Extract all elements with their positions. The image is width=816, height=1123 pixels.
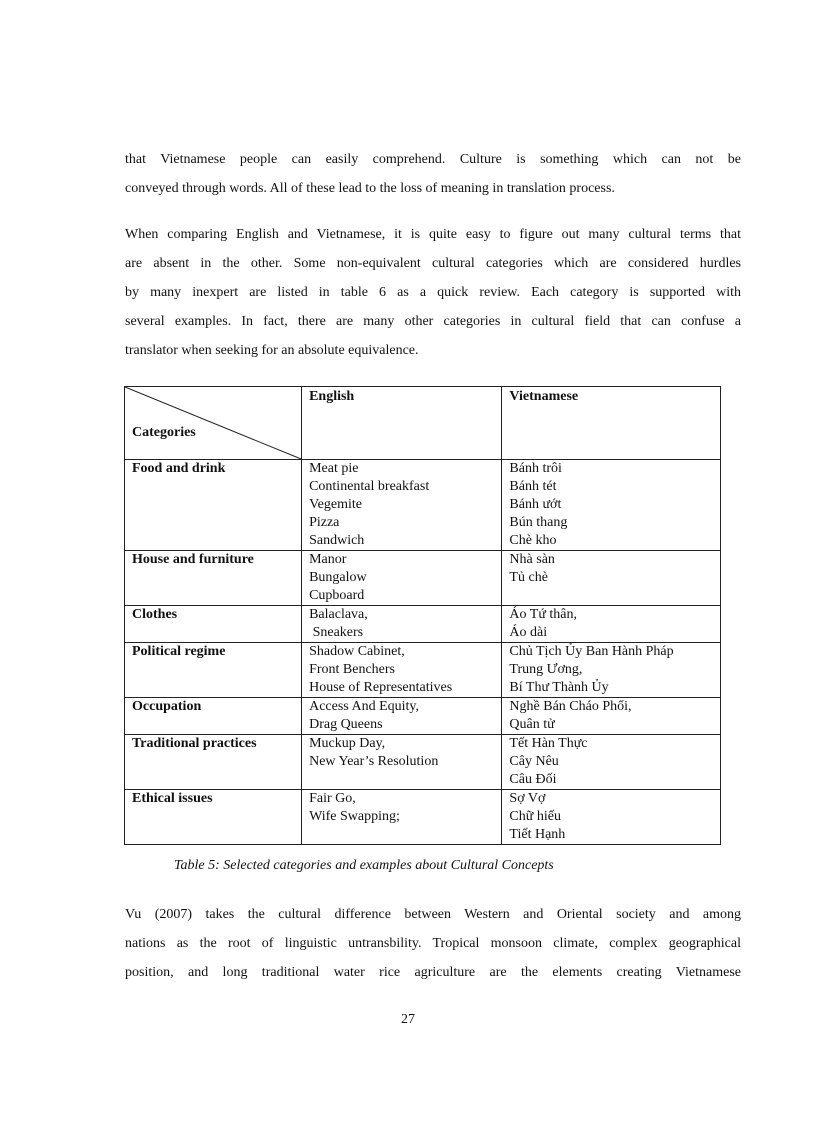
vietnamese-examples-cell <box>502 606 721 643</box>
vietnamese-examples-cell <box>502 460 721 551</box>
text-line: When comparing English and Vietnamese, it is quite easy to figure out many cultural terms that <box>125 227 741 242</box>
page-number: 27 <box>401 1012 415 1027</box>
header-categories-cell <box>125 387 302 460</box>
vietnamese-example: Tủ chè <box>509 570 548 585</box>
vietnamese-example: Nghề Bán Cháo Phổi, <box>509 699 632 714</box>
english-examples-cell <box>302 643 502 698</box>
vietnamese-example: Bí Thư Thành Ủy <box>509 680 609 695</box>
table-row <box>125 790 721 845</box>
paragraph-comparison <box>125 220 741 365</box>
english-example: Drag Queens <box>309 717 383 732</box>
text-line: that Vietnamese people can easily comprehend. Culture is something which can not be <box>125 152 741 167</box>
category-cell: Food and drink <box>125 460 302 551</box>
vietnamese-examples-cell <box>502 551 721 606</box>
table-row <box>125 460 721 551</box>
text-line: by many inexpert are listed in table 6 as a quick review. Each category is supported with <box>125 285 741 300</box>
table-row <box>125 606 721 643</box>
english-examples-cell <box>302 551 502 606</box>
paragraph-vu-2007 <box>125 900 741 987</box>
english-example: Bungalow <box>309 570 367 585</box>
english-example: House of Representatives <box>309 680 453 695</box>
vietnamese-example: Chủ Tịch Ủy Ban Hành Pháp <box>509 644 674 659</box>
vietnamese-example: Bánh trôi <box>509 461 562 476</box>
english-example: Front Benchers <box>309 662 396 677</box>
table-row <box>125 643 721 698</box>
vietnamese-example: Chữ hiếu <box>509 809 561 824</box>
category-cell: Clothes <box>125 606 302 643</box>
text-line: Vu (2007) takes the cultural difference between Western and Oriental society and among <box>125 907 741 922</box>
english-example: Sneakers <box>309 625 364 640</box>
english-examples-cell <box>302 790 502 845</box>
vietnamese-examples-cell <box>502 735 721 790</box>
english-example: Shadow Cabinet, <box>309 644 405 659</box>
vietnamese-example: Chè kho <box>509 533 557 548</box>
text-line: are absent in the other. Some non-equivalent cultural categories which are considered hurdles <box>125 256 741 271</box>
header-categories-label: Categories <box>132 425 196 440</box>
table-row <box>125 551 721 606</box>
cultural-categories-table <box>124 386 721 845</box>
vietnamese-example: Bánh ướt <box>509 497 562 512</box>
english-example: Continental breakfast <box>309 479 430 494</box>
english-examples-cell <box>302 460 502 551</box>
text-line: nations as the root of linguistic untransbility. Tropical monsoon climate, complex geographical <box>125 936 741 951</box>
english-example: New Year’s Resolution <box>309 754 439 769</box>
category-cell: Ethical issues <box>125 790 302 845</box>
vietnamese-examples-cell <box>502 643 721 698</box>
header-english: English <box>302 387 502 460</box>
vietnamese-example: Áo dài <box>509 625 548 640</box>
english-example: Manor <box>309 552 347 567</box>
english-examples-cell <box>302 735 502 790</box>
text-line: conveyed through words. All of these lead to the loss of meaning in translation process. <box>125 181 615 196</box>
header-vietnamese: Vietnamese <box>502 387 721 460</box>
english-example: Meat pie <box>309 461 359 476</box>
vietnamese-example: Tết Hàn Thực <box>509 736 588 751</box>
paragraph-continuation <box>125 145 741 203</box>
text-line: several examples. In fact, there are many other categories in cultural field that can confuse a <box>125 314 741 329</box>
english-examples-cell <box>302 698 502 735</box>
vietnamese-example: Quân tử <box>509 717 555 732</box>
english-example: Muckup Day, <box>309 736 386 751</box>
vietnamese-example: Tiết Hạnh <box>509 827 566 842</box>
english-example: Sandwich <box>309 533 365 548</box>
english-examples-cell <box>302 606 502 643</box>
vietnamese-example: Trung Ương, <box>509 662 583 677</box>
table-header-row <box>125 387 721 460</box>
text-line: translator when seeking for an absolute equivalence. <box>125 343 419 358</box>
vietnamese-examples-cell <box>502 698 721 735</box>
table-row <box>125 735 721 790</box>
vietnamese-example: Bánh tét <box>509 479 557 494</box>
vietnamese-example: Nhà sàn <box>509 552 555 567</box>
table-row <box>125 698 721 735</box>
category-cell: House and furniture <box>125 551 302 606</box>
english-example: Wife Swapping; <box>309 809 400 824</box>
diagonal-divider <box>125 387 301 459</box>
english-example: Fair Go, <box>309 791 356 806</box>
vietnamese-example: Cây Nêu <box>509 754 559 769</box>
vietnamese-examples-cell <box>502 790 721 845</box>
category-cell: Traditional practices <box>125 735 302 790</box>
english-example: Cupboard <box>309 588 365 603</box>
category-cell: Occupation <box>125 698 302 735</box>
vietnamese-example: Câu Đối <box>509 772 557 787</box>
english-example: Pizza <box>309 515 340 530</box>
vietnamese-example: Sợ Vợ <box>509 791 546 806</box>
vietnamese-example: Áo Tứ thân, <box>509 607 578 622</box>
english-example: Vegemite <box>309 497 362 512</box>
text-line: position, and long traditional water rice agriculture are the elements creating Vietnamese <box>125 965 741 980</box>
english-example: Access And Equity, <box>309 699 419 714</box>
category-cell: Political regime <box>125 643 302 698</box>
vietnamese-example: Bún thang <box>509 515 568 530</box>
table-caption: Table 5: Selected categories and examples about Cultural Concepts <box>174 858 554 873</box>
english-example: Balaclava, <box>309 607 368 622</box>
